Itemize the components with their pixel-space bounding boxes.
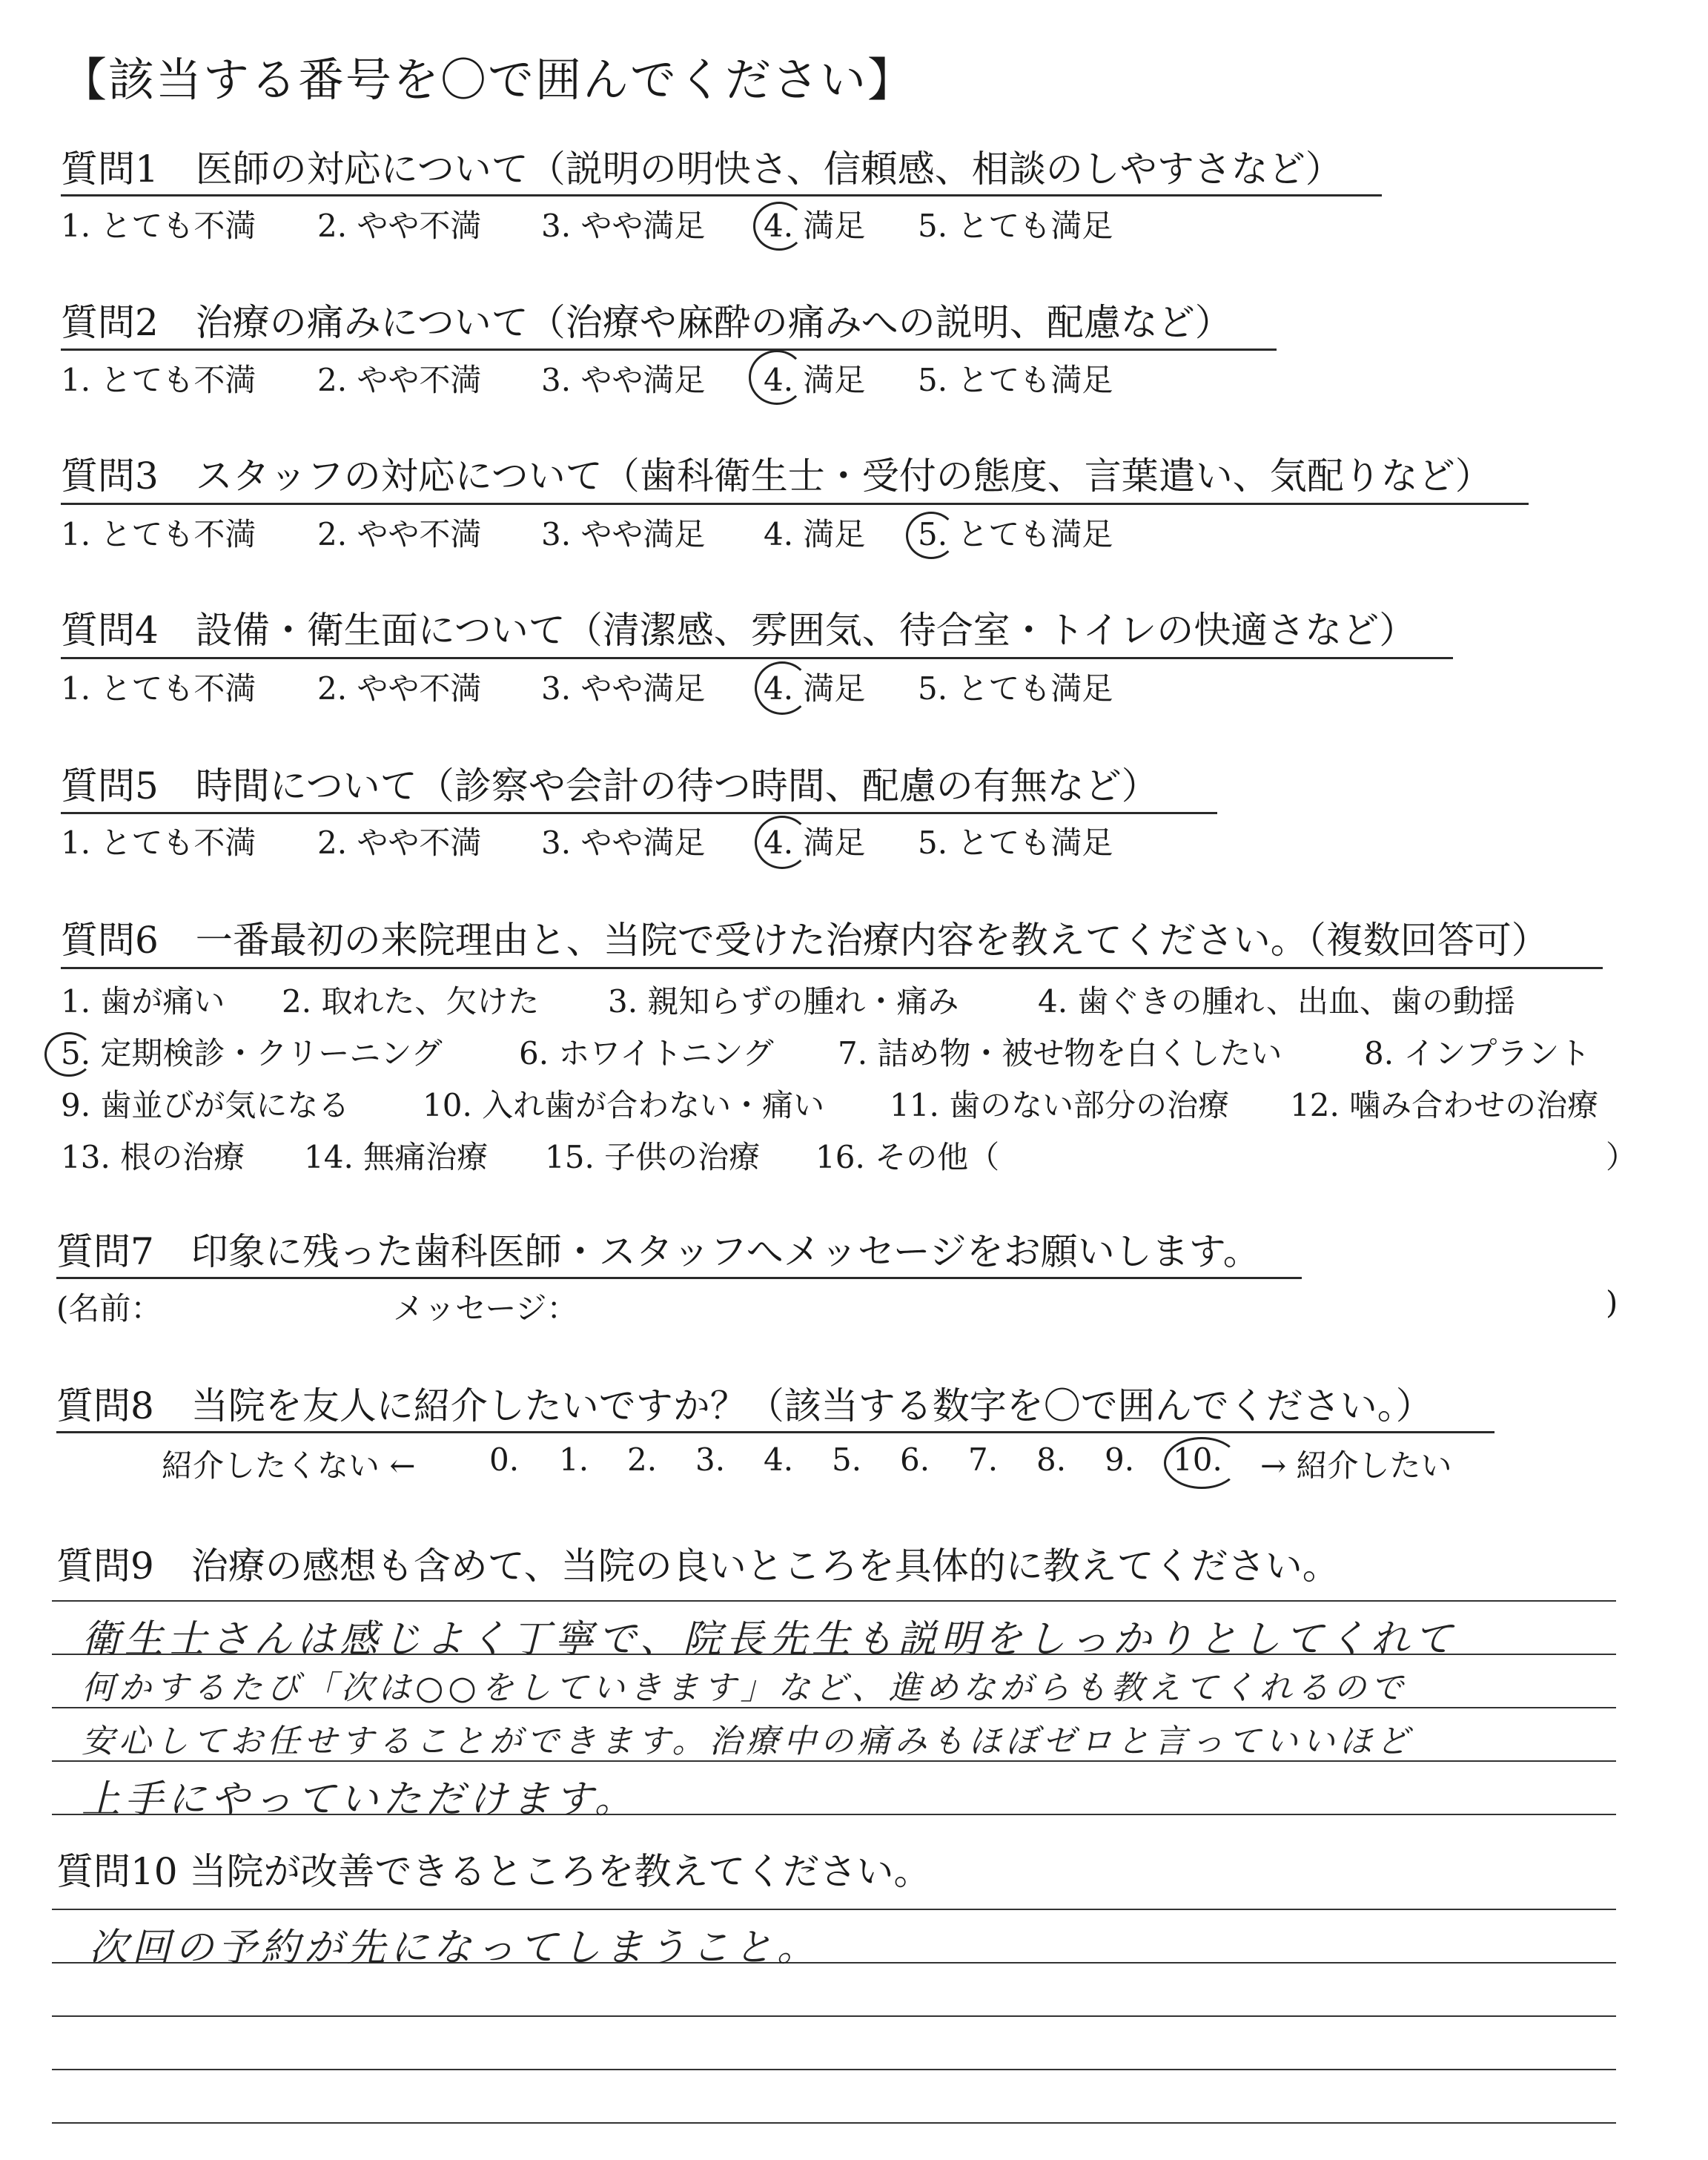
- q5-option-4[interactable]: 4. 満足: [764, 825, 866, 861]
- q4-option-1[interactable]: 1. とても不満: [61, 670, 256, 707]
- q4-option-5[interactable]: 5. とても満足: [918, 670, 1113, 707]
- q4-option-2[interactable]: 2. やや不満: [317, 670, 482, 707]
- q9-handwritten-line-4: 上手にやっていただけます。: [82, 1777, 638, 1822]
- q9-answer-line-1: [52, 1600, 1616, 1602]
- q6-option-4[interactable]: 4. 歯ぐきの腫れ、出血、歯の動揺: [1038, 983, 1515, 1020]
- q4-option-4[interactable]: 4. 満足: [764, 670, 866, 707]
- q8-option-6[interactable]: 6.: [900, 1441, 930, 1478]
- q2-option-4[interactable]: 4. 満足: [764, 362, 866, 398]
- question-4-label: 質問4 設備・衛生面について（清潔感、雰囲気、待合室・トイレの快適さなど）: [61, 609, 1417, 652]
- q1-option-3[interactable]: 3. やや満足: [541, 208, 706, 244]
- q8-option-1[interactable]: 1.: [559, 1441, 589, 1478]
- page-title: 【該当する番号を〇で囲んでください】: [61, 53, 916, 107]
- q7-close-paren: ): [1606, 1284, 1618, 1321]
- question-7-underline: [56, 1277, 1302, 1279]
- q4-option-3[interactable]: 3. やや満足: [541, 670, 706, 707]
- q3-option-3[interactable]: 3. やや満足: [541, 516, 706, 552]
- q3-option-4[interactable]: 4. 満足: [764, 516, 866, 552]
- q2-option-5[interactable]: 5. とても満足: [918, 362, 1113, 398]
- q10-answer-line-5: [52, 2122, 1616, 2124]
- q10-handwritten-line-1: 次回の予約が先になってしまうこと。: [89, 1926, 821, 1970]
- q5-option-2[interactable]: 2. やや不満: [317, 825, 482, 861]
- q9-handwritten-line-1: 衛生士さんは感じよく丁寧で、院長先生も説明をしっかりとしてくれて: [82, 1617, 1457, 1662]
- q6-option-1[interactable]: 1. 歯が痛い: [61, 983, 225, 1020]
- q2-option-1[interactable]: 1. とても不満: [61, 362, 256, 398]
- q9-handwritten-line-3: 安心してお任せすることができます。治療中の痛みもほぼゼロと言っていいほど: [82, 1723, 1414, 1760]
- question-5-label: 質問5 時間について（診察や会計の待つ時間、配慮の有無など）: [61, 764, 1159, 807]
- question-3-label: 質問3 スタッフの対応について（歯科衛生士・受付の態度、言葉遣い、気配りなど）: [61, 455, 1492, 498]
- q8-option-3[interactable]: 3.: [695, 1441, 726, 1478]
- q3-option-1[interactable]: 1. とても不満: [61, 516, 256, 552]
- question-8-label: 質問8 当院を友人に紹介したいですか？（該当する数字を〇で囲んでください。）: [56, 1384, 1433, 1427]
- q6-option-13[interactable]: 13. 根の治療: [61, 1139, 245, 1175]
- question-5-underline: [61, 812, 1217, 814]
- q2-option-2[interactable]: 2. やや不満: [317, 362, 482, 398]
- q6-option-7[interactable]: 7. 詰め物・被せ物を白くしたい: [838, 1035, 1282, 1071]
- q8-option-10[interactable]: 10.: [1173, 1441, 1222, 1478]
- q8-option-0[interactable]: 0.: [489, 1441, 520, 1478]
- q7-message-label: メッセージ：: [393, 1290, 578, 1327]
- q8-option-8[interactable]: 8.: [1036, 1441, 1067, 1478]
- q3-option-2[interactable]: 2. やや不満: [317, 516, 482, 552]
- q8-option-4[interactable]: 4.: [764, 1441, 794, 1478]
- q6-option-6[interactable]: 6. ホワイトニング: [519, 1035, 774, 1071]
- q10-answer-line-3: [52, 2015, 1616, 2017]
- q6-option-8[interactable]: 8. インプラント: [1364, 1035, 1591, 1071]
- q8-option-2[interactable]: 2.: [627, 1441, 658, 1478]
- q1-option-5[interactable]: 5. とても満足: [918, 208, 1113, 244]
- question-9-label: 質問9 治療の感想も含めて、当院の良いところを具体的に教えてください。: [56, 1545, 1340, 1588]
- question-3-underline: [61, 503, 1529, 505]
- q10-answer-line-1: [52, 1909, 1616, 1910]
- q2-option-3[interactable]: 3. やや満足: [541, 362, 706, 398]
- q8-option-7[interactable]: 7.: [968, 1441, 999, 1478]
- question-2-underline: [61, 349, 1277, 351]
- q8-option-5[interactable]: 5.: [832, 1441, 862, 1478]
- q9-handwritten-line-2: 何かするたび「次は○○をしていきます」など、進めながらも教えてくれるので: [82, 1669, 1408, 1707]
- q6-other-close-paren: ）: [1606, 1139, 1638, 1175]
- question-2-label: 質問2 治療の痛みについて（治療や麻酔の痛みへの説明、配慮など）: [61, 301, 1232, 344]
- q6-option-12[interactable]: 12. 噛み合わせの治療: [1290, 1087, 1599, 1123]
- q6-option-3[interactable]: 3. 親知らずの腫れ・痛み: [608, 983, 959, 1020]
- q3-option-5[interactable]: 5. とても満足: [918, 516, 1113, 552]
- question-1-underline: [61, 194, 1382, 196]
- question-4-underline: [61, 657, 1453, 659]
- q5-option-3[interactable]: 3. やや満足: [541, 825, 706, 861]
- q6-option-10[interactable]: 10. 入れ歯が合わない・痛い: [423, 1087, 825, 1123]
- q6-option-14[interactable]: 14. 無痛治療: [304, 1139, 489, 1175]
- q6-option-5[interactable]: 5. 定期検診・クリーニング: [61, 1035, 443, 1071]
- q6-option-11[interactable]: 11. 歯のない部分の治療: [890, 1087, 1230, 1123]
- q8-option-9[interactable]: 9.: [1105, 1441, 1135, 1478]
- question-6-label: 質問6 一番最初の来院理由と、当院で受けた治療内容を教えてください。（複数回答可）: [61, 919, 1549, 962]
- q1-option-4[interactable]: 4. 満足: [764, 208, 866, 244]
- q10-answer-line-4: [52, 2069, 1616, 2070]
- question-8-underline: [56, 1431, 1494, 1433]
- q6-option-16[interactable]: 16. その他（: [815, 1139, 1000, 1175]
- q6-option-2[interactable]: 2. 取れた、欠けた: [282, 983, 540, 1020]
- question-7-label: 質問7 印象に残った歯科医師・スタッフへメッセージをお願いします。: [56, 1230, 1260, 1273]
- question-1-label: 質問1 医師の対応について（説明の明快さ、信頼感、相談のしやすさなど）: [61, 148, 1343, 191]
- q5-option-5[interactable]: 5. とても満足: [918, 825, 1113, 861]
- q8-right-label: → 紹介したい: [1260, 1447, 1452, 1484]
- q1-option-1[interactable]: 1. とても不満: [61, 208, 256, 244]
- q6-option-15[interactable]: 15. 子供の治療: [545, 1139, 761, 1175]
- q1-option-2[interactable]: 2. やや不満: [317, 208, 482, 244]
- question-10-label: 質問10 当院が改善できるところを教えてください。: [56, 1850, 931, 1893]
- q7-name-label: (名前：: [56, 1290, 162, 1327]
- q5-option-1[interactable]: 1. とても不満: [61, 825, 256, 861]
- q8-left-label: 紹介したくない ←: [162, 1447, 416, 1484]
- q6-option-9[interactable]: 9. 歯並びが気になる: [61, 1087, 350, 1123]
- question-6-underline: [61, 967, 1603, 969]
